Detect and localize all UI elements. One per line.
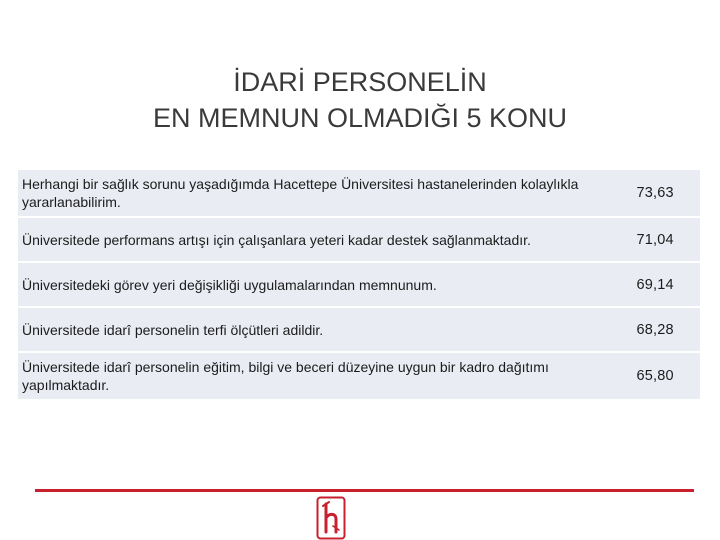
row-value: 73,63 xyxy=(629,170,701,216)
row-text: Herhangi bir sağlık sorunu yaşadığımda Hacettepe Üniversitesi hastanelerinden kolaylıkla yararlanabilirim. xyxy=(18,170,629,216)
slide-title xyxy=(0,64,720,136)
title-line-2: EN MEMNUN OLMADIĞI 5 KONU xyxy=(152,103,568,134)
row-text: Üniversitedeki görev yeri değişikliği uygulamalarından memnunum. xyxy=(18,263,629,306)
row-text: Üniversitede performans artışı için çalışanlara yeteri kadar destek sağlanmaktadır. xyxy=(18,218,629,261)
row-text: Üniversitede idarî personelin terfi ölçütleri adildir. xyxy=(18,308,629,351)
table-row xyxy=(18,308,700,351)
table-row xyxy=(18,353,700,399)
row-value: 71,04 xyxy=(629,218,701,261)
table-row xyxy=(18,218,700,261)
row-text: Üniversitede idarî personelin eğitim, bilgi ve beceri düzeyine uygun bir kadro dağıtımı yapılmaktadır. xyxy=(18,353,629,399)
row-value: 68,28 xyxy=(629,308,701,351)
table-row xyxy=(18,263,700,306)
title-line-1: İDARİ PERSONELİN xyxy=(233,67,487,98)
footer-divider xyxy=(35,489,694,492)
table-row xyxy=(18,170,700,216)
row-value: 69,14 xyxy=(629,263,701,306)
hacettepe-logo-icon xyxy=(316,496,346,540)
results-table xyxy=(18,168,700,401)
row-value: 65,80 xyxy=(629,353,701,399)
